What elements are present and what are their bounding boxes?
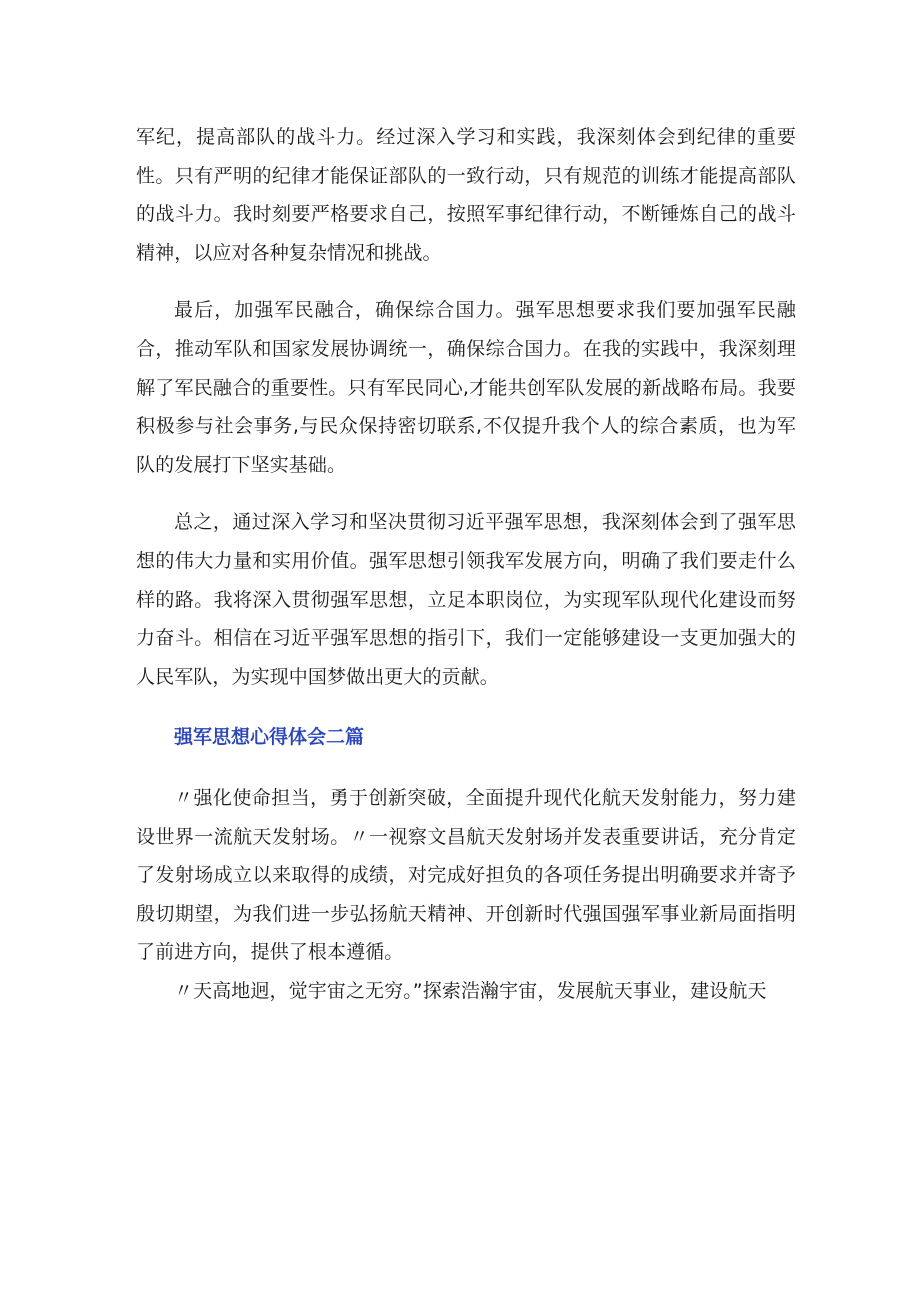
paragraph-military-discipline: 军纪，提高部队的战斗力。经过深入学习和实践，我深刻体会到纪律的重要性。只有严明的纪律才能保证部队的一致行动，只有规范的训练才能提高部队的战斗力。我时刻要严格要求自己，按照军事纪律行动，不断锤炼自己的战斗精神，以应对各种复杂情况和挑战。 [136, 126, 796, 264]
paragraph-space-launch-mission: 〃强化使命担当，勇于创新突破，全面提升现代化航天发射能力，努力建设世界一流航天发射场。〃一视察文昌航天发射场并发表重要讲话，充分肯定了发射场成立以来取得的成绩，对完成好担负的各项任务提出明确要求并寄予殷切期望，为我们进一步弘扬航天精神、开创新时代强国强军事业新局面指明了前进方向，提供了根本遵循。 [136, 786, 796, 964]
paragraph-conclusion: 总之，通过深入学习和坚决贯彻习近平强军思想，我深刻体会到了强军思想的伟大力量和实用价值。强军思想引领我军发展方向，明确了我们要走什么样的路。我将深入贯彻强军思想，立足本职岗位，为实现军队现代化建设而努力奋斗。相信在习近平强军思想的指引下，我们一定能够建设一支更加强大的人民军队，为实现中国梦做出更大的贡献。 [136, 511, 796, 688]
paragraph-explore-universe: 〃天高地迥，觉宇宙之无穷。”探索浩瀚宇宙，发展航天事业，建设航天 [174, 979, 767, 1002]
section-heading: 强军思想心得体会二篇 [174, 726, 365, 749]
paragraph-civil-military-integration: 最后，加强军民融合，确保综合国力。强军思想要求我们要加强军民融合，推动军队和国家发展协调统一，确保综合国力。在我的实践中，我深刻理解了军民融合的重要性。只有军民同心,才能共创军队发展的新战略布局。我要积极参与社会事务,与民众保持密切联系,不仅提升我个人的综合素质，也为军队的发展打下坚实基础。 [136, 299, 796, 476]
